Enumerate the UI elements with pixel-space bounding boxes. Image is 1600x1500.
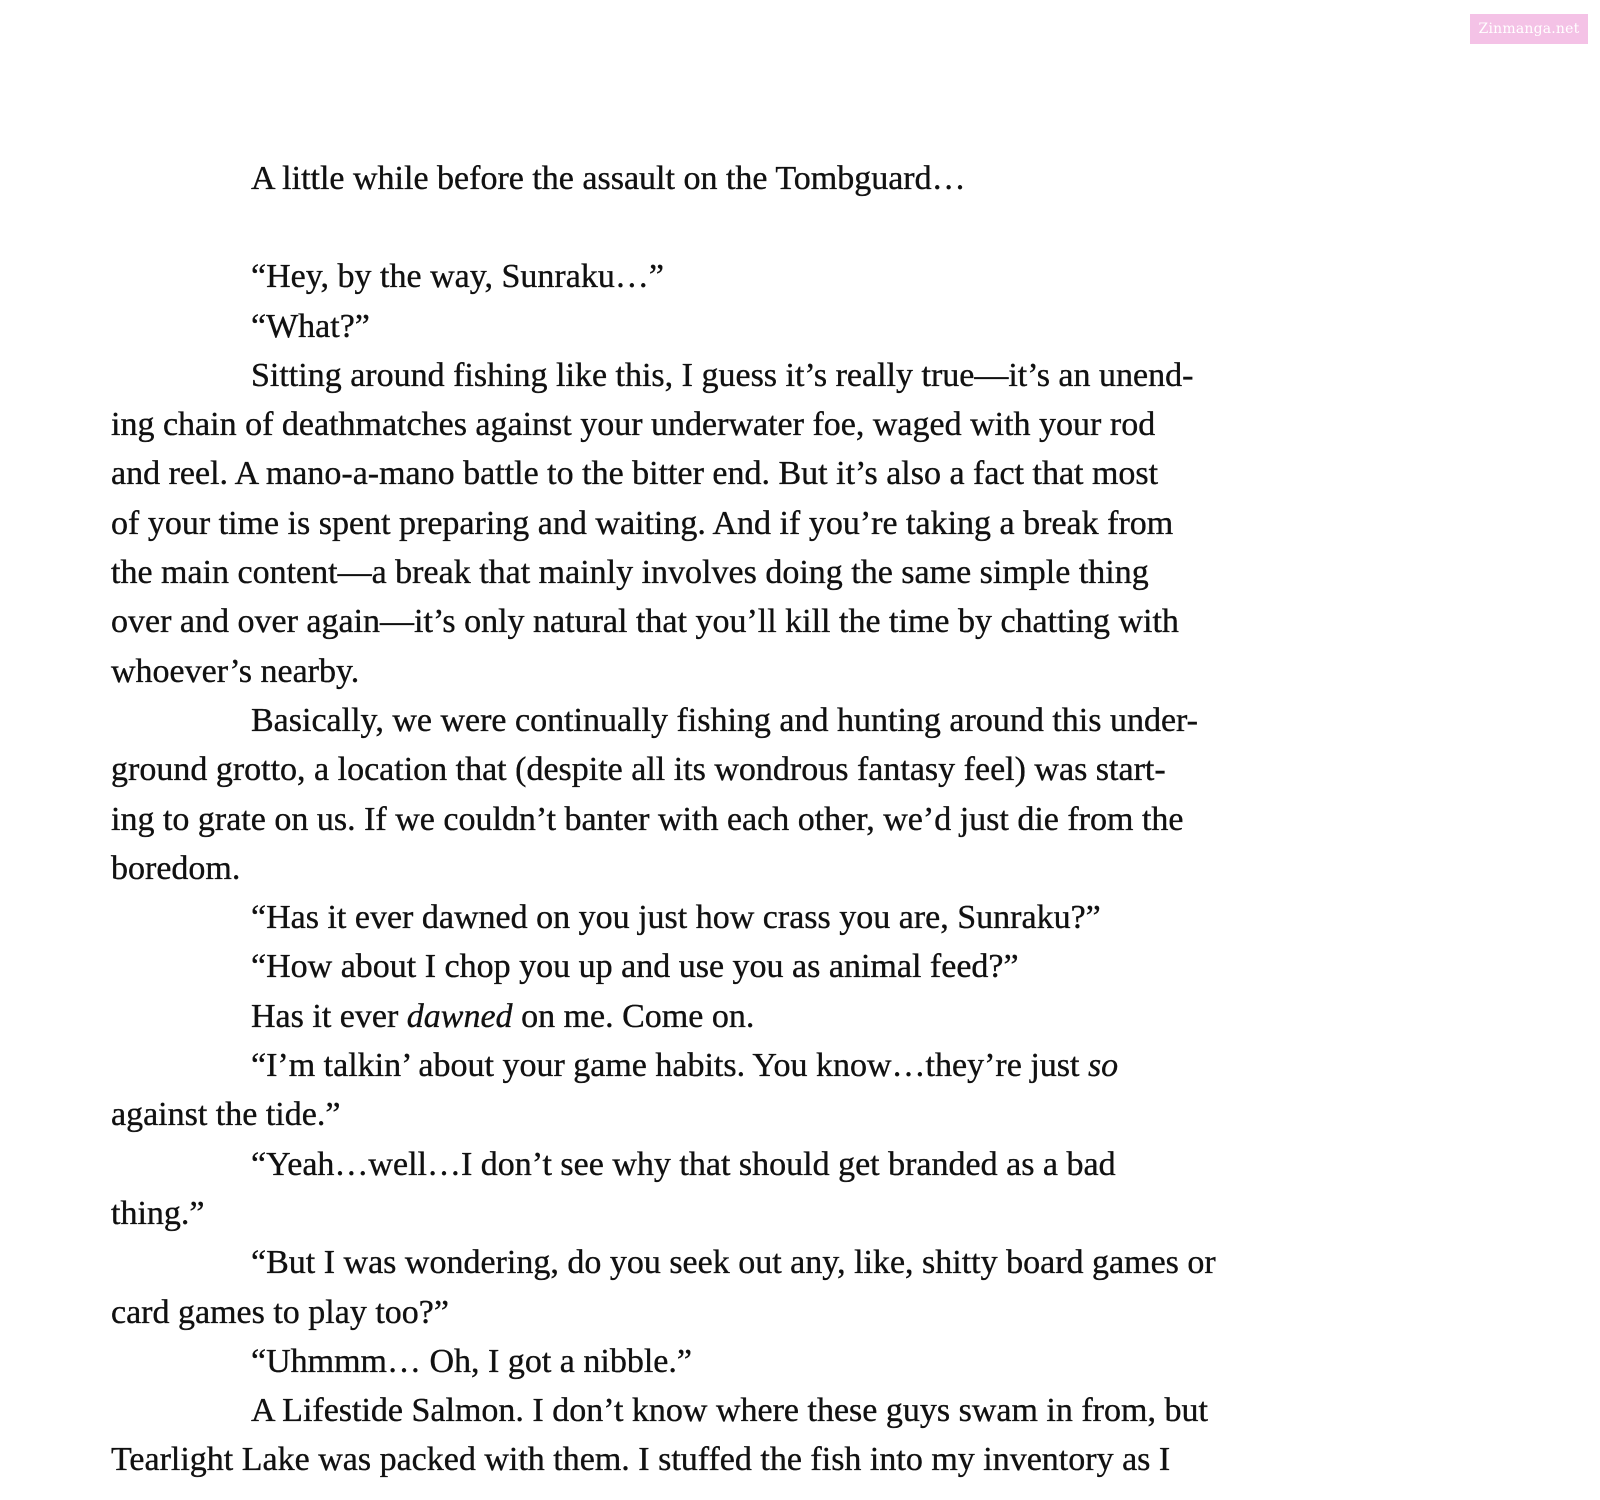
dialogue-line: “Hey, by the way, Sunraku…” [251,258,664,296]
text-line: whoever’s nearby. [111,652,360,690]
text-segment: “I’m talkin’ about your game habits. You know…they’re just [251,1047,1088,1085]
opening-line: A little while before the assault on the Tombguard… [251,160,966,197]
site-watermark: Zinmanga.net [1470,14,1588,44]
narration-paragraph [111,1386,1411,1485]
text-line: Sitting around fishing like this, I guess it’s really true—it’s an unend- [251,356,1194,394]
text-line: boredom. [111,849,241,887]
text-line: thing.” [111,1194,205,1232]
text-line: Basically, we were continually fishing and hunting around this under- [251,701,1199,739]
text-line: ground grotto, a location that (despite all its wondrous fantasy feel) was start- [111,751,1166,789]
dialogue-paragraph [111,1238,1411,1337]
emphasis-text: so [1087,1047,1119,1085]
narration-paragraph [111,696,1411,893]
text-line: against the tide.” [111,1096,341,1134]
text-line: ing to grate on us. If we couldn’t banter with each other, we’d just die from the [111,800,1184,838]
text-segment: Has it ever [251,997,407,1035]
dialogue-line: “Has it ever dawned on you just how crass you are, Sunraku?” [251,899,1101,937]
paragraph-gap [111,203,1411,252]
text-line: over and over again—it’s only natural that you’ll kill the time by chatting with [111,603,1179,641]
text-line: Tearlight Lake was packed with them. I stuffed the fish into my inventory as I [111,1441,1171,1479]
dialogue-line: “How about I chop you up and use you as animal feed?” [251,948,1019,986]
text-line: of your time is spent preparing and waiting. And if you’re taking a break from [111,504,1174,542]
text-line: ing chain of deathmatches against your underwater foe, waged with your rod [111,406,1156,444]
text-line [111,1041,1411,1090]
text-line: A Lifestide Salmon. I don’t know where these guys swam in from, but [251,1392,1208,1430]
narration-line [111,992,1411,1041]
text-line: the main content—a break that mainly involves doing the same simple thing [111,554,1149,592]
dialogue-paragraph [111,1041,1411,1140]
dialogue-paragraph [111,1140,1411,1239]
narration-paragraph [111,351,1411,696]
dialogue-line: “What?” [251,307,370,345]
dialogue-line: “Uhmmm… Oh, I got a nibble.” [251,1342,692,1380]
novel-page [111,154,1411,1485]
text-line: “Yeah…well…I don’t see why that should get branded as a bad [251,1145,1116,1183]
text-line: card games to play too?” [111,1293,449,1331]
emphasis-text: dawned [406,997,513,1035]
text-segment: on me. Come on. [512,997,755,1035]
text-line: and reel. A mano-a-mano battle to the bitter end. But it’s also a fact that most [111,455,1159,493]
text-line: “But I was wondering, do you seek out any, like, shitty board games or [251,1244,1216,1282]
